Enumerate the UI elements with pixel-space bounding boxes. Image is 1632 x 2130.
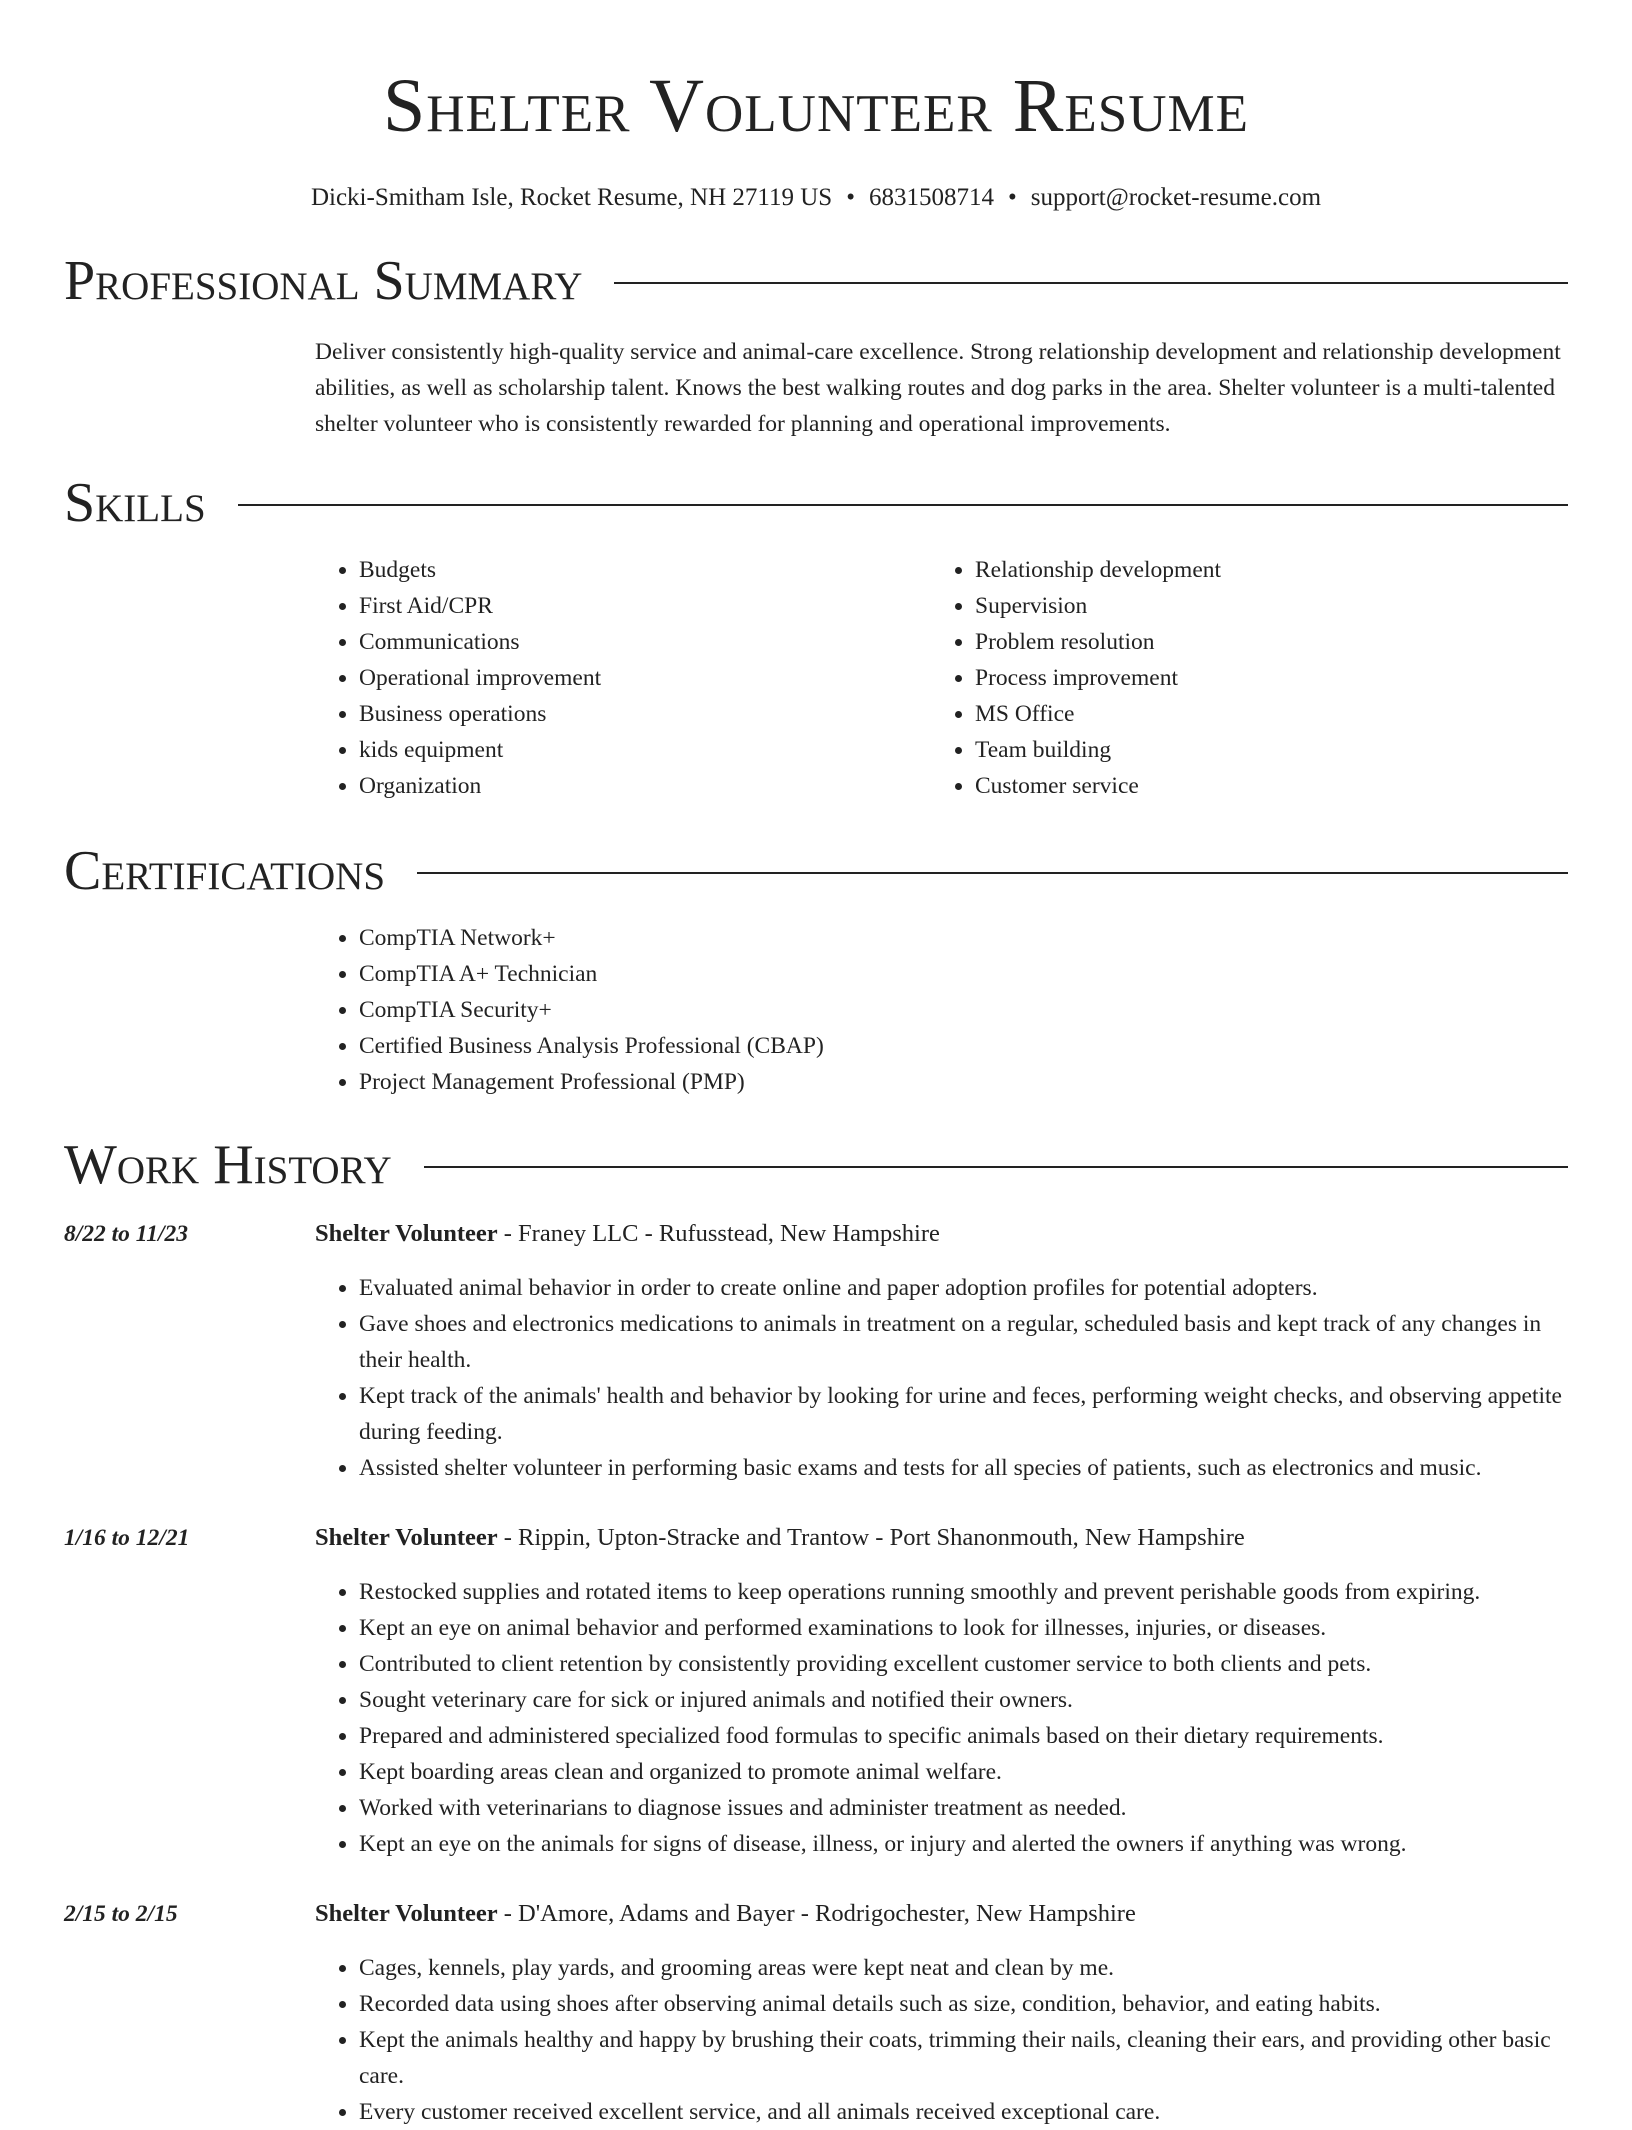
job-title-line — [315, 1216, 1568, 1252]
skill-item: • First Aid/CPR — [359, 588, 931, 624]
job-bullets — [315, 1574, 1568, 1862]
skills-column-right — [931, 552, 1547, 804]
job-bullets — [315, 1950, 1568, 2130]
contact-phone: 6831508714 — [868, 184, 994, 211]
skill-item: • kids equipment — [359, 732, 931, 768]
section-divider — [424, 1166, 1568, 1168]
job-body — [315, 1216, 1568, 1486]
skills-list-right — [931, 552, 1547, 804]
job-body — [315, 1520, 1568, 1862]
job-dates: 8/22 to 11/23 — [64, 1221, 189, 1247]
job-bullet: • Kept an eye on the animals for signs of disease, illness, or injury and alerted the owners if anything was wrong. — [359, 1826, 1568, 1862]
job-bullet: • Gave shoes and electronics medications to animals in treatment on a regular, scheduled basis and kept track of any changes in their health. — [359, 1306, 1568, 1378]
skill-item: • Operational improvement — [359, 660, 931, 696]
job-bullet: • Every customer received excellent service, and all animals received exceptional care. — [359, 2094, 1568, 2130]
skills-list-left — [315, 552, 931, 804]
job-bullet: • Assisted shelter volunteer in performing basic exams and tests for all species of patients, such as electronics and music. — [359, 1450, 1568, 1486]
skill-item: • Communications — [359, 624, 931, 660]
summary-heading: Professional Summary — [64, 250, 583, 312]
skill-item: • Process improvement — [975, 660, 1547, 696]
contact-separator: • — [1007, 184, 1017, 211]
skill-item: • Organization — [359, 768, 931, 804]
job-dates: 1/16 to 12/21 — [64, 1525, 190, 1551]
job-bullet: • Recorded data using shoes after observing animal details such as size, condition, behavior, and eating habits. — [359, 1986, 1568, 2022]
job-details: - Rippin, Upton-Stracke and Trantow - Port Shanonmouth, New Hampshire — [497, 1524, 1245, 1551]
job-role: Shelter Volunteer — [315, 1220, 498, 1247]
job-bullet: • Kept the animals healthy and happy by brushing their coats, trimming their nails, cleaning their ears, and providing other basic care. — [359, 2022, 1568, 2094]
skill-item: • Customer service — [975, 768, 1547, 804]
job-details: - Franey LLC - Rufusstead, New Hampshire — [497, 1220, 940, 1247]
resume-title: Shelter Volunteer Resume — [382, 64, 1250, 148]
job-dates: 2/15 to 2/15 — [64, 1901, 178, 1927]
job-bullet: • Evaluated animal behavior in order to create online and paper adoption profiles for potential adopters. — [359, 1270, 1568, 1306]
skill-item: • Business operations — [359, 696, 931, 732]
job-bullet: • Restocked supplies and rotated items to keep operations running smoothly and prevent perishable goods from expiring. — [359, 1574, 1568, 1610]
certification-item: • Certified Business Analysis Professional (CBAP) — [359, 1028, 1568, 1064]
job-bullet: • Worked with veterinarians to diagnose issues and administer treatment as needed. — [359, 1790, 1568, 1826]
job-entry — [64, 1520, 1568, 1862]
skill-item: • Relationship development — [975, 552, 1547, 588]
summary-section-header — [64, 246, 1568, 316]
contact-line — [64, 180, 1568, 216]
certifications-block — [315, 920, 1568, 1100]
skill-item: • Budgets — [359, 552, 931, 588]
job-bullet: • Kept boarding areas clean and organized to promote animal welfare. — [359, 1754, 1568, 1790]
certification-item: • CompTIA Network+ — [359, 920, 1568, 956]
contact-separator: • — [846, 184, 855, 211]
job-entry — [64, 1216, 1568, 1486]
skill-item: • Team building — [975, 732, 1547, 768]
skill-item: • MS Office — [975, 696, 1547, 732]
skills-grid — [315, 552, 1568, 804]
job-bullet: • Sought veterinary care for sick or injured animals and notified their owners. — [359, 1682, 1568, 1718]
section-divider — [614, 282, 1568, 284]
job-role: Shelter Volunteer — [315, 1900, 498, 1927]
job-entry — [64, 1896, 1568, 2130]
job-title-line — [315, 1896, 1568, 1932]
certification-item: • Project Management Professional (PMP) — [359, 1064, 1568, 1100]
work-section-header — [64, 1130, 1568, 1200]
certification-item: • CompTIA Security+ — [359, 992, 1568, 1028]
skill-item: • Problem resolution — [975, 624, 1547, 660]
summary-text: Deliver consistently high-quality service and animal-care excellence. Strong relationship development and relationship development abilities, as well as scholarship talent. Knows the best walking routes and dog parks in the area. Shelter volunteer is a multi-talented shelter volunteer who is consistently rewarded for planning and operational improvements. — [315, 339, 1561, 437]
contact-address: Dicki-Smitham Isle, Rocket Resume, NH 27119 US — [310, 184, 833, 211]
job-body — [315, 1896, 1568, 2130]
job-bullet: • Kept track of the animals' health and behavior by looking for urine and feces, performing weight checks, and observing appetite during feeding. — [359, 1378, 1568, 1450]
job-details: - D'Amore, Adams and Bayer - Rodrigochester, New Hampshire — [497, 1900, 1136, 1927]
job-role: Shelter Volunteer — [315, 1524, 498, 1551]
certifications-list — [315, 920, 1568, 1100]
contact-email: support@rocket-resume.com — [1030, 184, 1322, 211]
skills-column-left — [315, 552, 931, 804]
job-bullets — [315, 1270, 1568, 1486]
resume-page — [64, 0, 1568, 2130]
job-bullet: • Cages, kennels, play yards, and grooming areas were kept neat and clean by me. — [359, 1950, 1568, 1986]
job-bullet: • Contributed to client retention by consistently providing excellent customer service to both clients and pets. — [359, 1646, 1568, 1682]
work-heading: Work History — [64, 1134, 392, 1196]
job-bullet: • Kept an eye on animal behavior and performed examinations to look for illnesses, injuries, or diseases. — [359, 1610, 1568, 1646]
certifications-section-header — [64, 836, 1568, 906]
section-divider — [238, 504, 1568, 506]
skills-heading: Skills — [64, 472, 206, 534]
job-title-line — [315, 1520, 1568, 1556]
skill-item: • Supervision — [975, 588, 1547, 624]
certifications-heading: Certifications — [64, 840, 386, 902]
skills-section-header — [64, 468, 1568, 538]
job-bullet: • Prepared and administered specialized food formulas to specific animals based on their dietary requirements. — [359, 1718, 1568, 1754]
certification-item: • CompTIA A+ Technician — [359, 956, 1568, 992]
section-divider — [417, 872, 1568, 874]
